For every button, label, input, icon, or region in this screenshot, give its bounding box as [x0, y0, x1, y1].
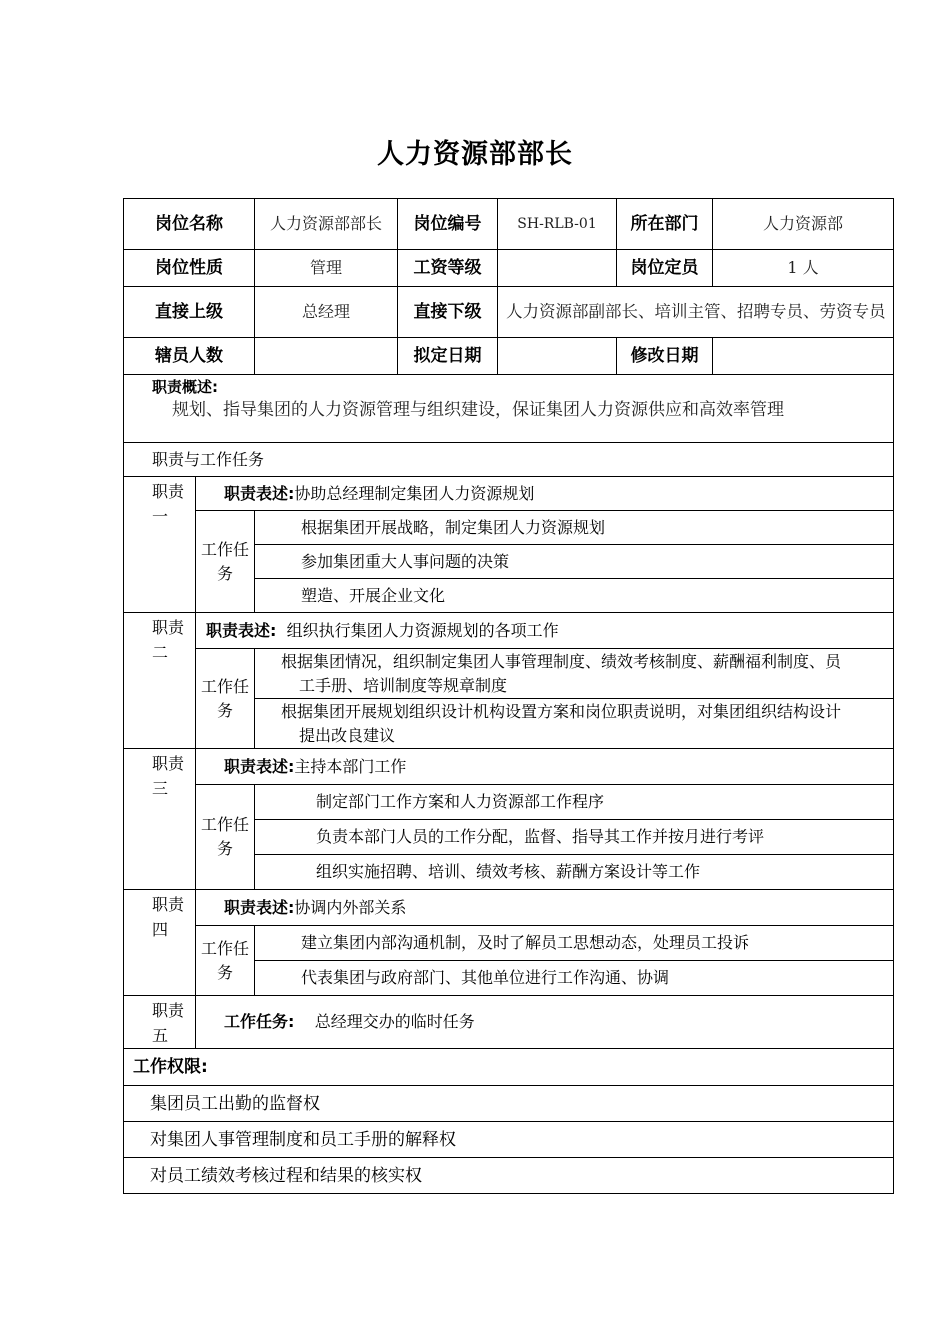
duties-header-row [124, 443, 894, 477]
duty-1-task-row [124, 511, 894, 545]
permission-item-2: 对集团人事管理制度和员工手册的解释权 [124, 1122, 894, 1158]
permission-item-1: 集团员工出勤的监督权 [124, 1086, 894, 1122]
job-description-table [123, 198, 894, 1194]
duty-4-task-label: 工作任务 [196, 926, 255, 996]
headcount-label: 岗位定员 [617, 250, 713, 287]
duty-2-task-label: 工作任务 [196, 649, 255, 749]
nature-label: 岗位性质 [124, 250, 255, 287]
department-label: 所在部门 [617, 199, 713, 250]
duty-3-desc-label: 职责表述: [224, 756, 295, 776]
duty-1-task-1: 根据集团开展战略，制定集团人力资源规划 [255, 511, 894, 545]
permissions-header-row [124, 1049, 894, 1086]
permission-item-3: 对员工绩效考核过程和结果的核实权 [124, 1158, 894, 1194]
duty-1-label: 职责一 [124, 477, 196, 613]
duty-1-task-label: 工作任务 [196, 511, 255, 613]
info-row-2 [124, 250, 894, 287]
duty-1-task-3: 塑造、开展企业文化 [255, 579, 894, 613]
duties-header: 职责与工作任务 [124, 443, 894, 477]
duty-1-desc: 协助总经理制定集团人力资源规划 [294, 483, 535, 503]
department-value: 人力资源部 [713, 199, 894, 250]
duty-2-task-row [124, 649, 894, 699]
duty-2-task-2-line1: 根据集团开展规划组织设计机构设置方案和岗位职责说明，对集团组织结构设计 [281, 701, 842, 721]
permissions-label: 工作权限: [124, 1049, 894, 1086]
drafted-date-value [498, 338, 617, 375]
position-name-label: 岗位名称 [124, 199, 255, 250]
overview-text: 规划、指导集团的人力资源管理与组织建设，保证集团人力资源供应和高效率管理 [172, 400, 784, 420]
subordinate-value: 人力资源部副部长、培训主管、招聘专员、劳资专员 [498, 287, 894, 338]
revised-date-value [713, 338, 894, 375]
superior-label: 直接上级 [124, 287, 255, 338]
duty-4-task-1: 建立集团内部沟通机制，及时了解员工思想动态，处理员工投诉 [255, 926, 894, 961]
superior-value: 总经理 [255, 287, 398, 338]
salary-grade-label: 工资等级 [398, 250, 498, 287]
duty-2-task-2 [255, 699, 894, 749]
position-code-label: 岗位编号 [398, 199, 498, 250]
info-row-1 [124, 199, 894, 250]
nature-value: 管理 [255, 250, 398, 287]
duty-4-desc-row [124, 890, 894, 926]
drafted-date-label: 拟定日期 [398, 338, 498, 375]
duty-5-row [124, 996, 894, 1049]
duty-1-task-2: 参加集团重大人事问题的决策 [255, 545, 894, 579]
page-title: 人力资源部部长 [377, 139, 573, 170]
duty-3-desc-row [124, 749, 894, 785]
subordinate-label: 直接下级 [398, 287, 498, 338]
revised-date-label: 修改日期 [617, 338, 713, 375]
duty-3-task-label: 工作任务 [196, 785, 255, 890]
headcount-value: 1 人 [713, 250, 894, 287]
duty-5-task-label: 工作任务: [224, 1012, 295, 1031]
duty-2-desc-label: 职责表述: [206, 620, 277, 640]
staff-count-label: 辖员人数 [124, 338, 255, 375]
duty-2-label: 职责二 [124, 613, 196, 749]
duty-4-label: 职责四 [124, 890, 196, 996]
duty-4-desc: 协调内外部关系 [294, 897, 407, 917]
position-code-value: SH-RLB-01 [498, 199, 617, 250]
duty-4-task-2: 代表集团与政府部门、其他单位进行工作沟通、协调 [255, 961, 894, 996]
permission-row [124, 1158, 894, 1194]
duty-3-task-3: 组织实施招聘、培训、绩效考核、薪酬方案设计等工作 [255, 855, 894, 890]
duty-5-task: 总经理交办的临时任务 [314, 1012, 475, 1031]
duty-3-task-1: 制定部门工作方案和人力资源部工作程序 [255, 785, 894, 820]
position-name-value: 人力资源部部长 [255, 199, 398, 250]
duty-3-task-2: 负责本部门人员的工作分配，监督、指导其工作并按月进行考评 [255, 820, 894, 855]
duty-5-label: 职责五 [124, 996, 196, 1049]
salary-grade-value [498, 250, 617, 287]
duty-4-desc-label: 职责表述: [224, 897, 295, 917]
permission-row [124, 1122, 894, 1158]
duty-3-task-row [124, 785, 894, 820]
overview-row [124, 375, 894, 443]
permission-row [124, 1086, 894, 1122]
duty-2-task-2-line2: 提出改良建议 [299, 725, 396, 745]
duty-2-task-1-line1: 根据集团情况，组织制定集团人事管理制度、绩效考核制度、薪酬福利制度、员 [281, 651, 842, 671]
duty-2-task-1 [255, 649, 894, 699]
duty-3-desc: 主持本部门工作 [294, 756, 407, 776]
duty-1-desc-label: 职责表述: [224, 483, 295, 503]
duty-2-desc: 组织执行集团人力资源规划的各项工作 [286, 620, 559, 640]
overview-label: 职责概述: [152, 378, 218, 396]
duty-4-task-row [124, 926, 894, 961]
duty-2-desc-row [124, 613, 894, 649]
duty-1-desc-row [124, 477, 894, 511]
info-row-4 [124, 338, 894, 375]
info-row-3 [124, 287, 894, 338]
duty-2-task-1-line2: 工手册、培训制度等规章制度 [299, 675, 508, 695]
staff-count-value [255, 338, 398, 375]
duty-3-label: 职责三 [124, 749, 196, 890]
